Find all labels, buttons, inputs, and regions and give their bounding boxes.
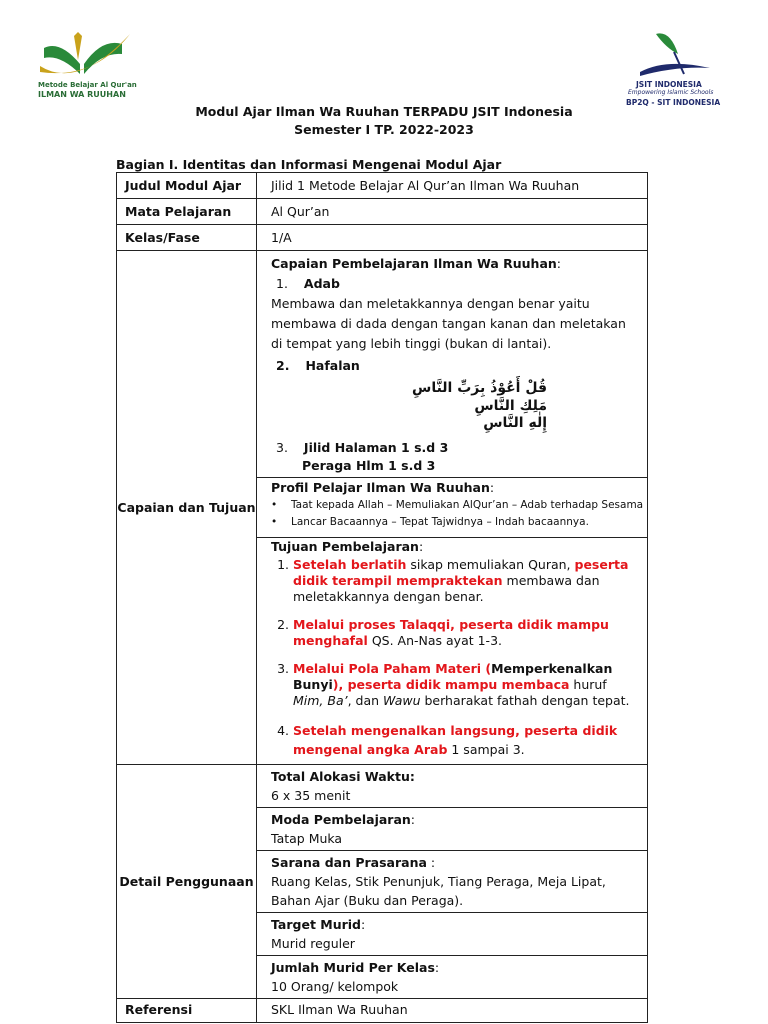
logo-right-subtitle: BP2Q - SIT INDONESIA (626, 98, 721, 107)
detail-value: Murid reguler (271, 936, 355, 951)
quill-feather-icon (626, 28, 716, 80)
tp-text: Setelah mengenalkan langsung, peserta didik mengenal angka Arab (293, 723, 618, 757)
profil-item-text: Lancar Bacaannya – Tepat Tajwidnya – Indah bacaannya. (291, 516, 589, 528)
jsit-indonesia-logo (626, 28, 721, 112)
cp1-number: 1. (276, 276, 288, 291)
row-value: Jilid 1 Metode Belajar Al Qur’an Ilman Wa Ruuhan (257, 173, 648, 199)
logo-right-title: JSIT INDONESIA (636, 80, 702, 89)
document-semester: Semester I TP. 2022-2023 (294, 122, 474, 137)
detail-item: Total Alokasi Waktu: 6 x 35 menit (257, 765, 647, 808)
table-row (117, 225, 648, 251)
bullet-icon: • (271, 516, 278, 528)
bullet-icon: • (271, 499, 278, 511)
tujuan-block: Tujuan Pembelajaran: 1. Setelah berlatih sikap memuliakan Quran, peserta didik terampil mempraktekan membawa dan meletakkannya dengan benar. 2. Melalui proses Talaqqi, peserta didik mampu menghafal QS. An-Nas ayat 1-3. 3. Melalui Pola Paham Materi (Memperkenalkan Bunyi), peserta didik mampu membaca huruf Mim, Ba’, dan Wawu berharakat fathah dengan tepat. 4. Setelah mengenalkan langsung, peserta didik mengenal angka Arab 1 sampai 3. (257, 538, 647, 764)
detail-item: Target Murid: Murid reguler (257, 913, 647, 956)
row-label: Referensi (117, 999, 257, 1023)
detail-item: Jumlah Murid Per Kelas: 10 Orang/ kelompok (257, 956, 647, 998)
logo-caption-1: Metode Belajar Al Qur'an (38, 81, 137, 89)
capaian-label: Capaian dan Tujuan (117, 251, 257, 765)
tp-text: huruf (569, 677, 607, 692)
detail-value: Tatap Muka (271, 831, 343, 846)
tp-text: berharakat fathah dengan tepat. (420, 693, 630, 708)
row-value: SKL Ilman Wa Ruuhan (257, 999, 648, 1023)
detail-title: Moda Pembelajaran (271, 812, 411, 827)
row-label: Kelas/Fase (117, 225, 257, 251)
tp-text: Memperkenalkan Bunyi (293, 661, 613, 692)
profil-block: Profil Pelajar Ilman Wa Ruuhan: • Taat kepada Allah – Memuliakan AlQur’an – Adab terhadap Sesama • Lancar Bacaannya – Tepat Tajwidnya – Indah bacaannya. (257, 478, 647, 538)
tp-text: 1 sampai 3. (447, 742, 525, 757)
tujuan-item (293, 617, 639, 649)
tp-text: Setelah berlatih (293, 557, 407, 572)
table-row (117, 999, 648, 1023)
tp-text: ), peserta didik mampu membaca (332, 677, 570, 692)
cp2-number: 2. (276, 358, 290, 373)
tp-text: membawa dan meletakkannya dengan benar. (293, 573, 600, 604)
detail-item: Sarana dan Prasarana : Ruang Kelas, Stik Penunjuk, Tiang Peraga, Meja Lipat, Bahan Ajar (Buku dan Peraga). (257, 851, 647, 913)
table-row (117, 199, 648, 225)
arabic-verse-1: قُلْ أَعُوْذُ بِرَبِّ النَّاسِ (412, 380, 547, 396)
cp3-title: Jilid Halaman 1 s.d 3 (303, 440, 449, 455)
module-identity-table (116, 172, 648, 1023)
logo-right-tagline: Empowering Islamic Schools (628, 89, 714, 96)
cp2-title: Hafalan (305, 358, 360, 373)
detail-value: Ruang Kelas, Stik Penunjuk, Tiang Peraga, Meja Lipat, Bahan Ajar (Buku dan Peraga). (271, 874, 606, 908)
detail-title: Jumlah Murid Per Kelas (271, 960, 435, 975)
cp-title: Capaian Pembelajaran Ilman Wa Ruuhan (271, 256, 557, 271)
table-row (117, 765, 648, 999)
cp1-text: Membawa dan meletakkannya dengan benar yaitu membawa di dada dengan tangan kanan dan meletakan di tempat yang lebih tinggi (bukan di lantai). (271, 296, 626, 351)
tujuan-item (293, 721, 639, 759)
tp-text: Mim, Ba’ (293, 693, 348, 708)
row-label: Judul Modul Ajar (117, 173, 257, 199)
arabic-verse-2: مَلِكِ النَّاسِ (474, 398, 547, 414)
profil-item (271, 514, 647, 531)
detail-title: Total Alokasi Waktu (271, 769, 410, 784)
capaian-content (257, 251, 648, 765)
book-leaf-icon (38, 30, 133, 82)
profil-title: Profil Pelajar Ilman Wa Ruuhan (271, 480, 490, 495)
detail-title: Target Murid (271, 917, 362, 932)
table-row (117, 173, 648, 199)
cp1-title: Adab (303, 276, 340, 291)
row-label: Mata Pelajaran (117, 199, 257, 225)
detail-item: Moda Pembelajaran: Tatap Muka (257, 808, 647, 851)
capaian-pembelajaran-block: Capaian Pembelajaran Ilman Wa Ruuhan: 1. Adab Membawa dan meletakkannya dengan benar yaitu membawa di dada dengan tangan kanan dan meletakan di tempat yang lebih tinggi (bukan di lantai). 2. Hafalan قُلْ أَعُوْذُ بِرَبِّ النَّاسِ مَلِكِ النَّاسِ إِلٰهِ النَّاسِ 3. Jilid Halaman 1 s.d 3 Peraga Hlm 1 s.d 3 (257, 251, 647, 478)
detail-label: Detail Penggunaan (117, 765, 257, 999)
ilman-wa-ruuhan-logo (38, 30, 137, 106)
document-title: Modul Ajar Ilman Wa Ruuhan TERPADU JSIT Indonesia (195, 104, 573, 119)
tujuan-item (293, 661, 639, 709)
cp3-number: 3. (276, 440, 288, 455)
detail-value: 6 x 35 menit (271, 788, 351, 803)
tp-text: Melalui proses Talaqqi, peserta didik mampu menghafal (293, 617, 609, 648)
arabic-verse-3: إِلٰهِ النَّاسِ (483, 415, 547, 431)
tp-text: Wawu (383, 693, 421, 708)
detail-value: 10 Orang/ kelompok (271, 979, 399, 994)
table-row (117, 251, 648, 765)
tp-text: sikap memuliakan Quran, (406, 557, 575, 572)
profil-item (271, 497, 647, 514)
cp3-sub: Peraga Hlm 1 s.d 3 (302, 458, 436, 473)
row-value: Al Qur’an (257, 199, 648, 225)
tujuan-title: Tujuan Pembelajaran (271, 539, 419, 554)
logo-caption-2: ILMAN WA RUUHAN (38, 90, 126, 99)
detail-content (257, 765, 648, 999)
detail-title: Sarana dan Prasarana (271, 855, 427, 870)
row-value: 1/A (257, 225, 648, 251)
section-heading: Bagian I. Identitas dan Informasi Mengenai Modul Ajar (116, 157, 502, 172)
tp-text: QS. An-Nas ayat 1-3. (367, 633, 502, 648)
tp-text: Melalui Pola Paham Materi ( (293, 661, 492, 676)
profil-item-text: Taat kepada Allah – Memuliakan AlQur’an – Adab terhadap Sesama (291, 499, 644, 511)
tujuan-list (271, 557, 639, 759)
tujuan-item (293, 557, 639, 605)
tp-text: peserta didik terampil mempraktekan (293, 557, 629, 588)
tp-text: , dan (347, 693, 384, 708)
